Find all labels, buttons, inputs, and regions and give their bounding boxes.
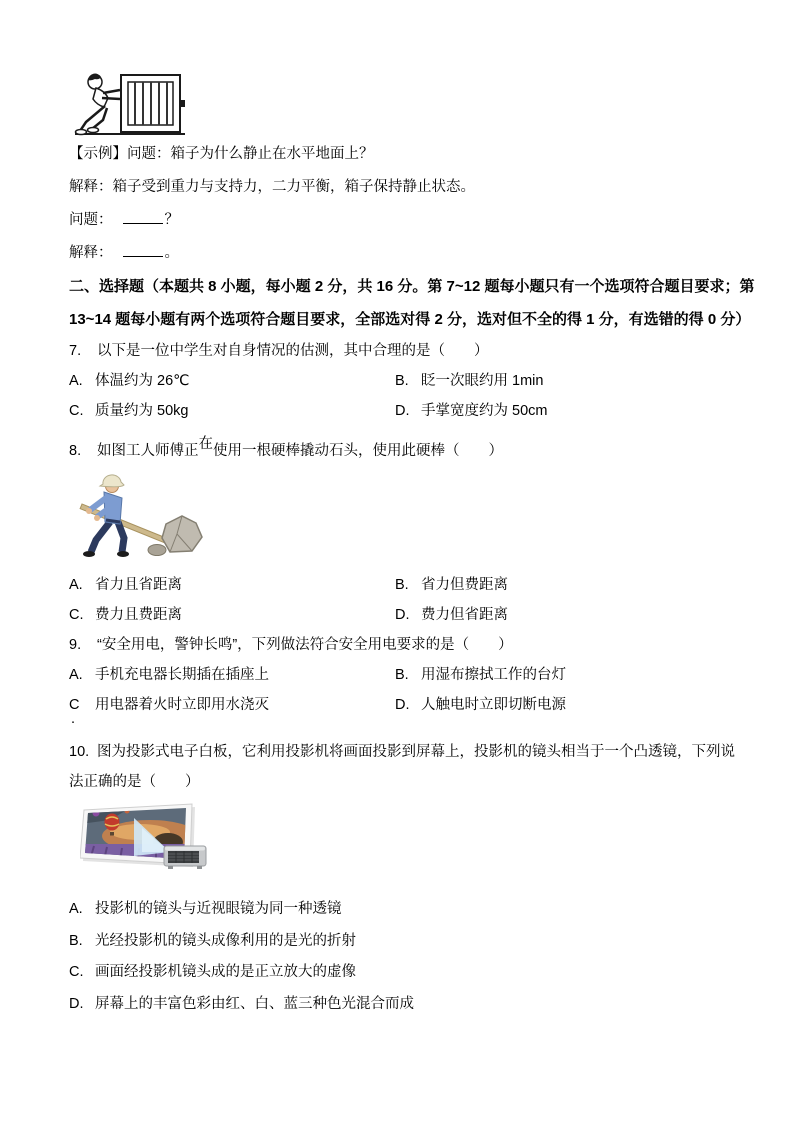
question-9-text: “安全用电，警钟长鸣”，下列做法符合安全用电要求的是（ ）	[97, 637, 513, 653]
hard-hat	[100, 475, 124, 487]
blank-explain-suffix: 。	[164, 245, 179, 261]
q7-option-b-label: B.	[395, 373, 409, 389]
q9-option-c-label: C .	[69, 690, 95, 720]
q9-option-b-label: B.	[395, 667, 409, 683]
q8-option-a-label: A.	[69, 577, 83, 593]
pushing-person	[76, 74, 121, 135]
q8-option-d	[395, 600, 721, 630]
worker-lever-figure	[74, 474, 206, 558]
q9-option-c	[69, 690, 395, 727]
q7-option-c-text: 质量约为 50kg	[95, 403, 189, 419]
question-8-raised-char: 在	[198, 436, 213, 452]
q8-option-a-text: 省力且省距离	[95, 577, 182, 593]
worker	[83, 475, 129, 557]
q10-option-a-text: 投影机的镜头与近视眼镜为同一种透镜	[95, 901, 342, 917]
q8-option-d-text: 费力但省距离	[421, 607, 508, 623]
question-10-number: 10.	[69, 744, 90, 760]
question-9-number: 9.	[69, 637, 82, 653]
q10-option-d-text: 屏幕上的丰富色彩由红、白、蓝三种色光混合而成	[95, 995, 414, 1012]
question-10-text-line1: 图为投影式电子白板，它利用投影机将画面投影到屏幕上，投影机的镜头相当于一个凸透镜，下列说	[97, 744, 735, 760]
rock	[162, 516, 202, 552]
q9-option-c-dropped-period: .	[71, 711, 76, 727]
q7-option-a	[69, 366, 395, 396]
question-7-options-row2	[69, 396, 725, 426]
q9-option-b	[395, 660, 721, 690]
q10-option-a	[69, 894, 725, 926]
question-10-stem-line1	[69, 737, 735, 767]
question-7-number: 7.	[69, 343, 82, 359]
q7-option-d-label: D.	[395, 403, 410, 419]
blank-explain-prefix: 解释：	[69, 245, 113, 261]
example-explanation-line: 解释：箱子受到重力与支持力，二力平衡，箱子保持静止状态。	[69, 179, 475, 195]
q10-option-b	[69, 926, 725, 958]
q7-option-c-label: C.	[69, 403, 84, 419]
answer-blank	[123, 242, 163, 257]
q7-option-c	[69, 396, 395, 426]
question-7-text: 以下是一位中学生对自身情况的估测，其中合理的是（ ）	[97, 343, 489, 359]
question-8-text-after: 使用一根硬棒撬动石头，使用此硬棒（ ）	[213, 443, 503, 459]
man-pushing-crate-figure	[74, 70, 186, 138]
projector-whiteboard-figure	[80, 802, 210, 880]
q10-option-c-text: 画面经投影机镜头成的是正立放大的虚像	[95, 964, 356, 980]
question-8-number: 8.	[69, 443, 82, 459]
q10-option-a-label: A.	[69, 901, 83, 917]
example-blank-question	[69, 204, 725, 237]
question-10-stem-line2: 法正确的是（ ）	[69, 774, 200, 790]
q9-option-c-text: 用电器着火时立即用水浇灭	[95, 697, 269, 713]
q8-option-b-label: B.	[395, 577, 409, 593]
q7-option-d-text: 手掌宽度约为 50cm	[421, 403, 548, 419]
question-8-options-row1	[69, 570, 725, 600]
q7-option-b	[395, 366, 721, 396]
question-7-options-row1	[69, 366, 725, 396]
question-9-stem	[69, 630, 725, 660]
q10-option-d	[69, 989, 725, 1021]
q8-option-d-label: D.	[395, 607, 410, 623]
q9-option-b-text: 用湿布擦拭工作的台灯	[421, 667, 566, 683]
question-8-stem	[69, 436, 725, 466]
question-9-options-row2	[69, 690, 725, 727]
q9-option-a-text: 手机充电器长期插在插座上	[95, 667, 269, 683]
example-question-line: 【示例】问题：箱子为什么静止在水平地面上？	[69, 146, 374, 162]
projector	[164, 846, 206, 869]
question-8-options-row2	[69, 600, 725, 630]
q10-option-c	[69, 957, 725, 989]
question-9-options-row1	[69, 660, 725, 690]
q9-option-d	[395, 690, 721, 720]
q10-option-c-label: C.	[69, 964, 84, 980]
q8-option-c	[69, 600, 395, 630]
q8-option-b-text: 省力但费距离	[421, 577, 508, 593]
section-header-line1: 二、选择题（本题共 8 小题，每小题 2 分，共 16 分。第 7~12 题每小题只有一个选项符合题目要求；第	[69, 278, 755, 295]
question-8-text-before: 如图工人师傅正	[97, 443, 199, 459]
q9-option-a	[69, 660, 395, 690]
section-header-line2: 13~14 题每小题有两个选项符合题目要求，全部选对得 2 分，选对但不全的得 1 分，有选错的得 0 分）	[69, 311, 751, 328]
q9-option-d-label: D.	[395, 697, 410, 713]
answer-blank	[123, 209, 163, 224]
blank-question-prefix: 问题：	[69, 212, 113, 228]
q8-option-c-text: 费力且费距离	[95, 607, 182, 623]
q10-option-d-label: D.	[69, 995, 84, 1012]
q8-option-a	[69, 570, 395, 600]
q8-option-b	[395, 570, 721, 600]
q10-option-b-label: B.	[69, 932, 83, 949]
hot-air-balloon	[105, 814, 120, 831]
question-7-stem	[69, 336, 725, 366]
q8-option-c-label: C.	[69, 607, 84, 623]
q9-option-a-label: A.	[69, 667, 83, 683]
q7-option-b-text: 眨一次眼约用 1min	[421, 373, 544, 389]
q7-option-a-text: 体温约为 26℃	[95, 373, 190, 389]
crate	[121, 75, 185, 132]
fulcrum-stone	[148, 545, 166, 556]
q9-option-d-text: 人触电时立即切断电源	[421, 697, 566, 713]
q10-option-b-text: 光经投影机的镜头成像利用的是光的折射	[95, 932, 356, 949]
q7-option-a-label: A.	[69, 373, 83, 389]
q7-option-d	[395, 396, 721, 426]
example-blank-explanation	[69, 237, 725, 270]
blank-question-suffix: ？	[164, 212, 179, 228]
